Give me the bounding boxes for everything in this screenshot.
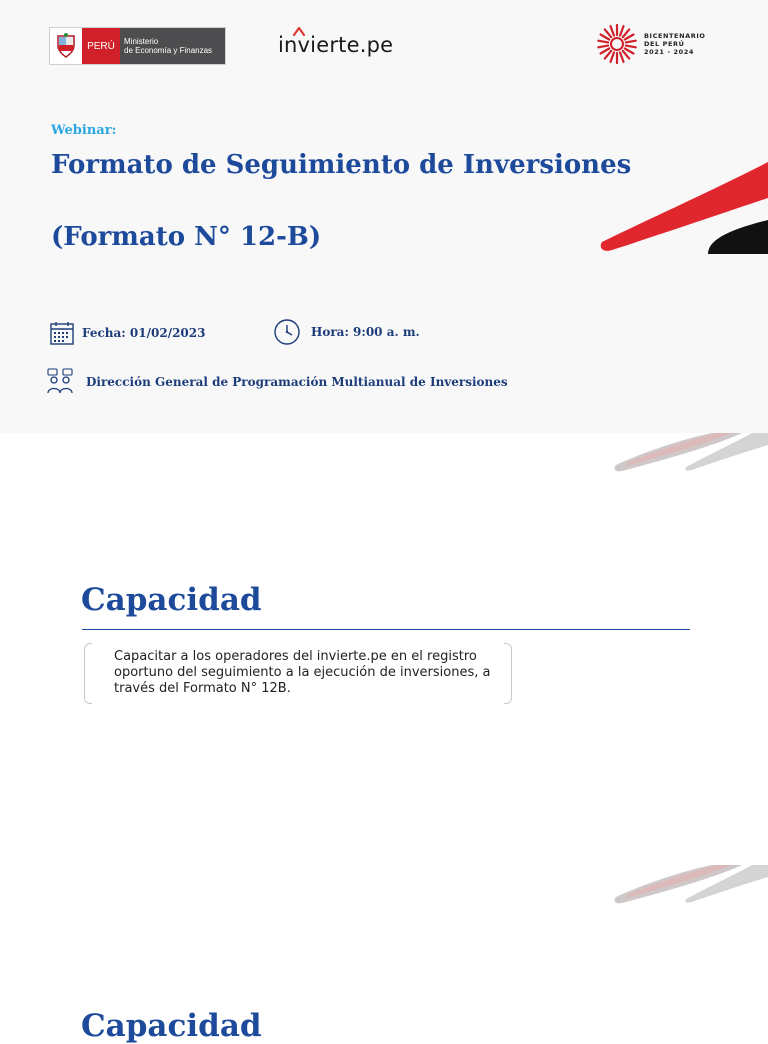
peru-label: PERÚ xyxy=(82,28,120,64)
ministry-line-2: de Economía y Finanzas xyxy=(124,46,213,55)
invierte-accent-icon xyxy=(292,26,306,36)
bicentenario-line-2: DEL PERÚ xyxy=(644,40,685,48)
capacity-box xyxy=(84,643,512,704)
date-text: Fecha: 01/02/2023 xyxy=(82,326,206,340)
coat-of-arms-icon xyxy=(50,28,82,64)
bicentenario-line-3: 2021 - 2024 xyxy=(644,48,695,56)
decorative-swoosh xyxy=(598,158,768,254)
bicentenario-line-1: BICENTENARIO xyxy=(644,32,706,40)
title-slide xyxy=(0,0,768,433)
clock-icon xyxy=(273,318,301,346)
page-subtitle: (Formato N° 12-B) xyxy=(51,222,322,252)
decorative-swoosh-gray-2 xyxy=(612,865,768,905)
capacity-text: Capacitar a los operadores del invierte.pe en el registro oportuno del seguimiento a la ejecución de inversiones, a través del Formato N° 12B. xyxy=(114,649,491,696)
calendar-icon xyxy=(48,319,76,347)
mef-logo xyxy=(49,27,226,65)
date-row xyxy=(48,319,205,347)
bicentenario-logo xyxy=(596,22,726,66)
people-icon xyxy=(46,368,74,396)
page-title: Formato de Seguimiento de Inversiones xyxy=(51,150,632,180)
section-title: Capacidad xyxy=(81,582,262,618)
next-section-title: Capacidad xyxy=(81,1008,262,1044)
bracket-left xyxy=(84,643,92,704)
decorative-swoosh-gray xyxy=(612,433,768,473)
webinar-label: Webinar: xyxy=(51,123,117,138)
organizer-text: Dirección General de Programación Multianual de Inversiones xyxy=(86,375,508,389)
ministry-line-1: Ministerio xyxy=(124,37,159,46)
bicentenario-text xyxy=(644,32,706,56)
section-divider xyxy=(82,629,690,630)
ministry-label xyxy=(120,28,225,64)
time-text: Hora: 9:00 a. m. xyxy=(311,325,420,339)
invierte-logo: invierte.pe xyxy=(278,33,394,57)
time-row xyxy=(273,318,420,346)
organizer-row xyxy=(46,368,508,396)
bracket-right xyxy=(504,643,512,704)
bicentenario-sun-icon xyxy=(596,23,638,65)
